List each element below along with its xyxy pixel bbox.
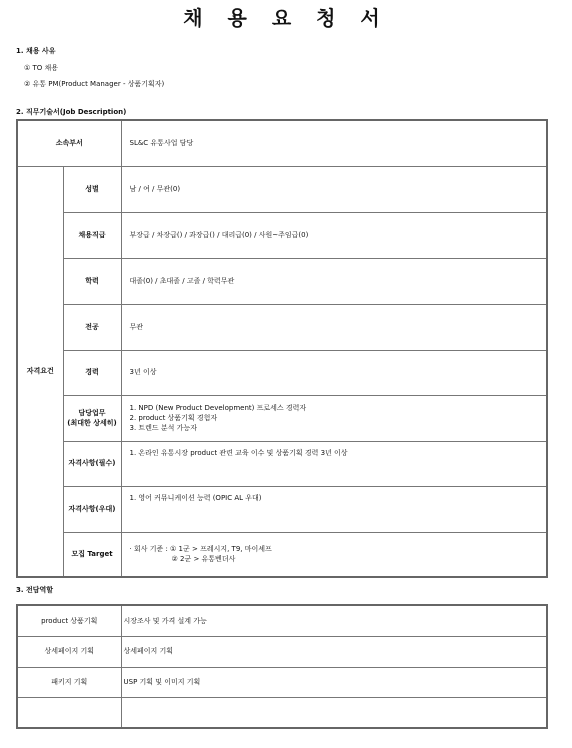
education-value: 대졸(0) / 초대졸 / 고졸 / 학력무관 — [121, 258, 547, 304]
career-label: 경력 — [63, 350, 121, 395]
gender-label: 성별 — [63, 166, 121, 212]
role-value-3: USP 기획 및 이미지 기획 — [121, 667, 547, 697]
job-description-table — [16, 119, 548, 578]
target-line-2: ② 2군 > 유통벤더사 — [171, 555, 236, 564]
role-label-1: product 상품기획 — [17, 605, 121, 636]
target-line-1: · 회사 기준 : ① 1군 > 프레시지, T9, 마이셰프 — [129, 545, 272, 554]
required-qual-label: 자격사항(필수) — [63, 441, 121, 486]
role-label-3: 패키지 기획 — [17, 667, 121, 697]
section-3-heading: 3. 전담역할 — [16, 586, 54, 594]
section-1-heading: 1. 채용 사유 — [16, 47, 56, 55]
document-title: 채 용 요 청 서 — [183, 6, 389, 30]
gender-value: 남 / 여 / 무관(0) — [121, 166, 547, 212]
rank-value: 부장급 / 차장급() / 과장급() / 대리급(0) / 사원~주임급(0) — [121, 212, 547, 258]
preferred-qual-value: 1. 영어 커뮤니케이션 능력 (OPIC AL 우대) — [121, 486, 547, 532]
role-label-2: 상세페이지 기획 — [17, 636, 121, 667]
duty-label — [63, 395, 121, 441]
dept-label: 소속부서 — [17, 120, 121, 166]
preferred-qual-label: 자격사항(우대) — [63, 486, 121, 532]
duty-line-1: 1. NPD (New Product Development) 프로세스 경력자 — [129, 403, 307, 412]
education-label: 학력 — [63, 258, 121, 304]
reason-item-2: ② 유통 PM(Product Manager - 상품기획자) — [24, 80, 165, 88]
duty-label-line-1: 담당업무 — [78, 408, 106, 417]
role-label-4 — [17, 697, 121, 728]
duty-label-line-2: (최대한 상세히) — [67, 419, 117, 427]
role-value-1: 시장조사 및 가격 설계 가능 — [121, 605, 547, 636]
target-label: 모집 Target — [63, 532, 121, 577]
roles-table — [16, 604, 548, 729]
requirements-label: 자격요건 — [17, 166, 63, 577]
required-qual-value: 1. 온라인 유통시장 product 관련 교육 이수 및 상품기획 경력 3년 이상 — [121, 441, 547, 486]
rank-label: 채용직급 — [63, 212, 121, 258]
duty-line-2: 2. product 상품기획 경험자 — [129, 413, 218, 422]
role-value-4 — [121, 697, 547, 728]
major-value: 무관 — [121, 304, 547, 350]
dept-value: SL&C 유통사업 담당 — [121, 120, 547, 166]
duty-value — [121, 395, 547, 441]
target-value — [121, 532, 547, 577]
career-value: 3년 이상 — [121, 350, 547, 395]
duty-line-3: 3. 트렌드 분석 가능자 — [129, 424, 197, 433]
role-value-2: 상세페이지 기획 — [121, 636, 547, 667]
section-2-heading: 2. 직무기술서(Job Description) — [16, 108, 127, 116]
major-label: 전공 — [63, 304, 121, 350]
reason-item-1: ① TO 채용 — [24, 64, 59, 72]
